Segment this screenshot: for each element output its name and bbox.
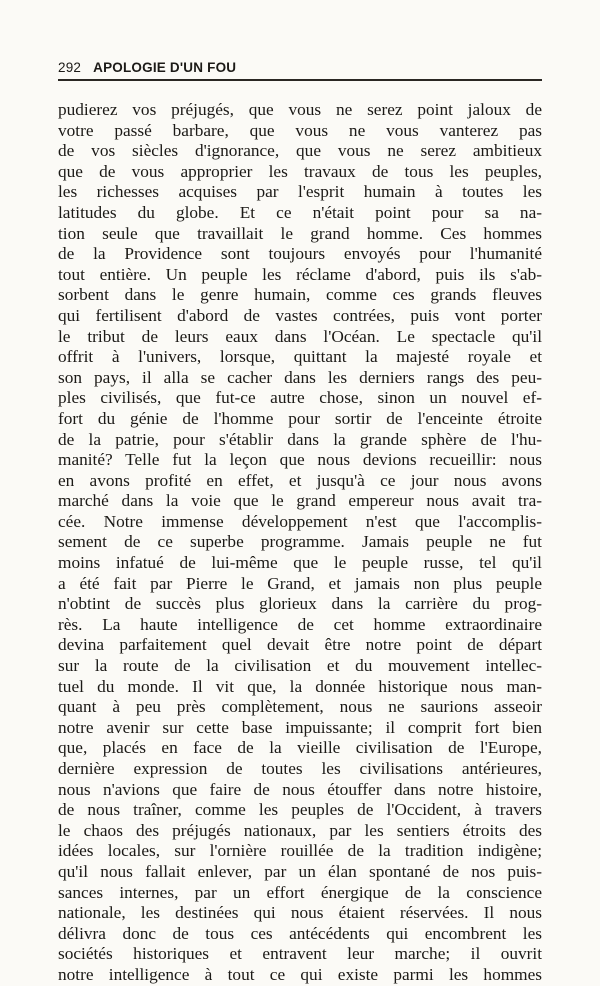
running-title: APOLOGIE D'UN FOU (93, 60, 237, 75)
text-line: a été fait par Pierre le Grand, et jamais non plus peuple (58, 573, 542, 593)
text-line: le tribut de leurs eaux dans l'Océan. Le spectacle qu'il (58, 326, 542, 346)
text-line: sociétés historiques et entravent leur marche; il ouvrit (58, 944, 542, 964)
text-line: qu'il nous fallait enlever, par un élan spontané de nos puis- (58, 861, 542, 881)
text-line: sur la route de la civilisation et du mouvement intellec- (58, 656, 542, 676)
text-line: son pays, il alla se cacher dans les derniers rangs des peu- (58, 367, 542, 387)
text-line: cée. Notre immense développement n'est que l'accomplis- (58, 511, 542, 531)
header-rule (58, 79, 542, 81)
text-line: que, placés en face de la vieille civilisation de l'Europe, (58, 738, 542, 758)
body-text (58, 100, 542, 986)
text-line: ples civilisés, que fut-ce autre chose, sinon un nouvel ef- (58, 388, 542, 408)
text-line: qui fertilisent d'abord de vastes contrées, puis vont porter (58, 305, 542, 325)
text-line: en avons profité en effet, et jusqu'à ce jour nous avons (58, 470, 542, 490)
text-line: que de vous approprier les travaux de tous les peuples, (58, 161, 542, 181)
text-line: fort du génie de l'homme pour sortir de l'enceinte étroite (58, 408, 542, 428)
text-line: marché dans la voie que le grand empereur nous avait tra- (58, 491, 542, 511)
text-line: nationale, les destinées qui nous étaient réservées. Il nous (58, 903, 542, 923)
text-line: tion seule que travaillait le grand homme. Ces hommes (58, 223, 542, 243)
text-line: n'obtint de succès plus glorieux dans la carrière du prog- (58, 594, 542, 614)
text-line: de nous traîner, comme les peuples de l'Occident, à travers (58, 800, 542, 820)
text-line: dernière expression de toutes les civilisations antérieures, (58, 759, 542, 778)
text-line: notre intelligence à tout ce qui existe parmi les hommes (58, 964, 542, 984)
text-line: tout entière. Un peuple les réclame d'abord, puis ils s'ab- (58, 264, 542, 284)
text-line: le chaos des préjugés nationaux, par les sentiers étroits des (58, 820, 542, 840)
text-line: votre passé barbare, que vous ne vous vanterez pas (58, 120, 542, 140)
page-number: 292 (58, 60, 82, 75)
text-line: sances internes, par un effort énergique de la conscience (58, 882, 542, 902)
text-line: sement de ce superbe programme. Jamais peuple ne fut (58, 532, 542, 552)
text-line: offrit à l'univers, lorsque, quittant la majesté royale et (58, 347, 542, 367)
text-line: devina parfaitement quel devait être notre point de départ (58, 635, 542, 655)
text-line: notre avenir sur cette base impuissante; il comprit fort bien (58, 717, 542, 737)
text-line: manité? Telle fut la leçon que nous devions recueillir: nous (58, 450, 542, 470)
text-line: pudierez vos préjugés, que vous ne serez point jaloux de (58, 100, 542, 119)
text-line: de vos siècles d'ignorance, que vous ne serez ambitieux (58, 141, 542, 161)
text-line: rès. La haute intelligence de cet homme extraordinaire (58, 614, 542, 634)
running-head (58, 60, 236, 75)
text-line: tuel du monde. Il vit que, la donnée historique nous man- (58, 676, 542, 696)
text-line: moins infatué de lui-même que le peuple russe, tel qu'il (58, 553, 542, 573)
text-line: les richesses acquises par l'esprit humain à toutes les (58, 182, 542, 202)
text-line: de la patrie, pour s'établir dans la grande sphère de l'hu- (58, 429, 542, 449)
text-line: de la Providence sont toujours envoyés pour l'humanité (58, 244, 542, 264)
text-line: quant à peu près complètement, nous ne saurions asseoir (58, 697, 542, 717)
text-line: idées locales, sur l'ornière rouillée de la tradition indigène; (58, 841, 542, 861)
text-line: sorbent dans le genre humain, comme ces grands fleuves (58, 285, 542, 305)
text-line: latitudes du globe. Et ce n'était point pour sa na- (58, 202, 542, 222)
text-line: délivra donc de tous ces antécédents qui encombrent les (58, 923, 542, 943)
text-line: nous n'avions que faire de nous étouffer dans notre histoire, (58, 779, 542, 799)
